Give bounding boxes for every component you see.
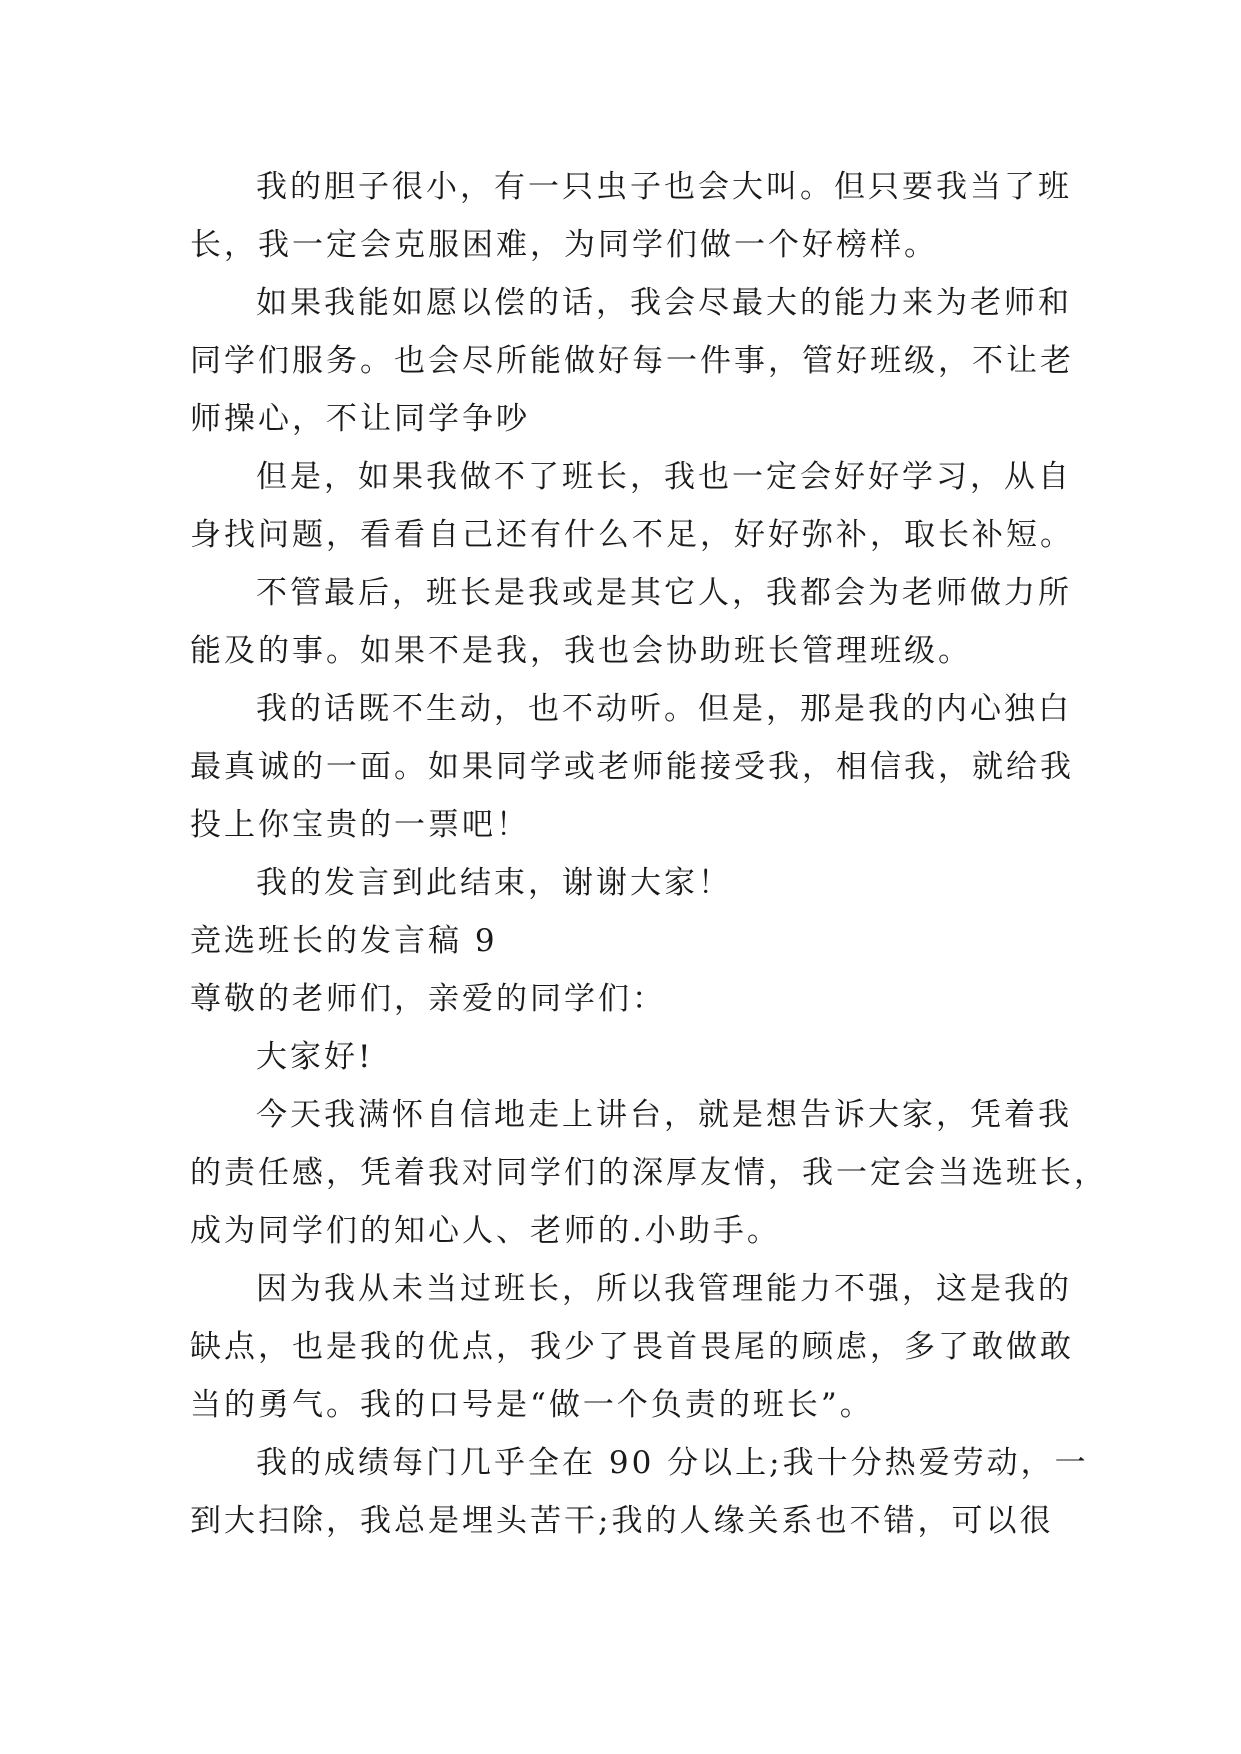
text-line: 当的勇气。我的口号是“做一个负责的班长”。: [190, 1387, 874, 1423]
greeting: 大家好!: [256, 1039, 374, 1075]
text-line: 最真诚的一面。如果同学或老师能接受我，相信我，就给我: [190, 749, 1074, 785]
text-line: 长，我一定会克服困难，为同学们做一个好榜样。: [190, 227, 938, 263]
text-line: 缺点，也是我的优点，我少了畏首畏尾的顾虑，多了敢做敢: [190, 1329, 1074, 1365]
text-line: 投上你宝贵的一票吧！: [190, 807, 530, 843]
section-title: 竞选班长的发言稿 9: [190, 923, 498, 959]
text-line: 同学们服务。也会尽所能做好每一件事，管好班级，不让老: [190, 343, 1074, 379]
text-line: 我的发言到此结束，谢谢大家！: [256, 865, 732, 901]
text-line: 我的成绩每门几乎全在 90 分以上;我十分热爱劳动，一: [256, 1445, 1089, 1481]
salutation: 尊敬的老师们，亲爱的同学们：: [190, 981, 666, 1017]
text-line: 的责任感，凭着我对同学们的深厚友情，我一定会当选班长，: [190, 1155, 1108, 1191]
text-line: 我的话既不生动，也不动听。但是，那是我的内心独白: [256, 691, 1072, 727]
text-line: 我的胆子很小，有一只虫子也会大叫。但只要我当了班: [256, 169, 1072, 205]
text-line: 到大扫除，我总是埋头苦干;我的人缘关系也不错，可以很: [190, 1503, 1054, 1539]
text-line: 成为同学们的知心人、老师的.小助手。: [190, 1213, 781, 1249]
text-line: 今天我满怀自信地走上讲台，就是想告诉大家，凭着我: [256, 1097, 1072, 1133]
text-line: 身找问题，看看自己还有什么不足，好好弥补，取长补短。: [190, 517, 1074, 553]
text-line: 能及的事。如果不是我，我也会协助班长管理班级。: [190, 633, 972, 669]
text-line: 因为我从未当过班长，所以我管理能力不强，这是我的: [256, 1271, 1072, 1307]
document-body: [190, 158, 1108, 1550]
text-line: 不管最后，班长是我或是其它人，我都会为老师做力所: [256, 575, 1072, 611]
text-line: 但是，如果我做不了班长，我也一定会好好学习，从自: [256, 459, 1072, 495]
text-line: 师操心，不让同学争吵: [190, 401, 530, 437]
text-line: 如果我能如愿以偿的话，我会尽最大的能力来为老师和: [256, 285, 1072, 321]
